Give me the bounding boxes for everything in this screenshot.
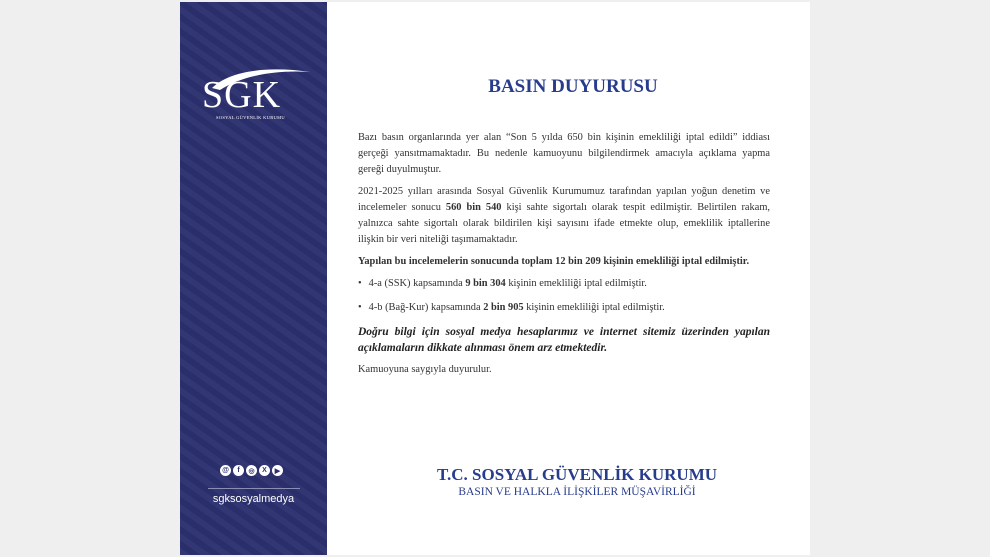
press-release [180, 2, 810, 555]
youtube-icon[interactable]: ▶ [272, 465, 283, 476]
text: kişinin emekliliği iptal edilmiştir. [523, 302, 665, 313]
logo-subtitle: SOSYAL GÜVENLİK KURUMU [216, 115, 285, 120]
org-name: T.C. SOSYAL GÜVENLİK KURUMU [436, 465, 718, 484]
logo-text: SGK [202, 74, 282, 116]
paragraph [358, 184, 770, 248]
bold-number: 9 bin 304 [465, 278, 506, 289]
x-icon[interactable]: X [259, 465, 270, 476]
text: 4-a (SSK) kapsamında [368, 278, 466, 289]
social-icons [220, 465, 283, 476]
facebook-icon[interactable]: f [233, 465, 244, 476]
bold-number: 2 bin 905 [483, 302, 524, 313]
list-item [358, 276, 770, 292]
bullet-list [358, 276, 770, 316]
page-title: BASIN DUYURUSU [488, 76, 658, 97]
social-handle: sgksosyalmedya [212, 493, 295, 505]
text: 2021-2025 yılları arasında Sosyal Güvenlik Kurumumuz tarafından yapılan yoğun denetim ve incelemeler sonucu [358, 186, 770, 213]
divider [208, 488, 300, 489]
text: Yapılan bu incelemelerin sonucunda toplam 12 bin 209 kişinin emekliliği iptal edilmiştir. [358, 256, 750, 267]
sgk-logo [202, 66, 312, 126]
bold-number: 560 bin 540 [445, 202, 502, 213]
text: kişinin emekliliği iptal edilmiştir. [505, 278, 647, 289]
list-item [358, 300, 770, 316]
document-body [358, 130, 770, 384]
threads-icon[interactable]: @ [220, 465, 231, 476]
closing: Kamuoyuna saygıyla duyurulur. [358, 364, 492, 375]
sidebar [180, 2, 327, 555]
department-name: BASIN VE HALKLA İLİŞKİLER MÜŞAVİRLİĞİ [458, 486, 696, 498]
emphasis-paragraph: Doğru bilgi için sosyal medya hesaplarımız ve internet sitemiz üzerinden yapılan açıklamaların dikkate alınması önem arz etmektedir. [358, 326, 770, 354]
text: kişi sahte sigortalı olarak tespit edilmiştir. Belirtilen rakam, yalnızca sahte sigortalı olarak bildirilen kişi sayısını ifade etmekte olup, emeklilik iptallerine ilişkin bir veri niteliği taşımamaktadır. [358, 202, 771, 245]
paragraph-bold [358, 254, 770, 270]
paragraph: Bazı basın organlarında yer alan “Son 5 yılda 650 bin kişinin emekliliği iptal edildi” iddiası gerçeği yansıtmamaktadır. Bu nedenle kamuoyunu bilgilendirmek amacıyla açıklama yapma gereği duyulmuştur. [358, 132, 770, 175]
text: 4-b (Bağ-Kur) kapsamında [368, 302, 484, 313]
signature [358, 465, 796, 498]
instagram-icon[interactable]: ◎ [246, 465, 257, 476]
